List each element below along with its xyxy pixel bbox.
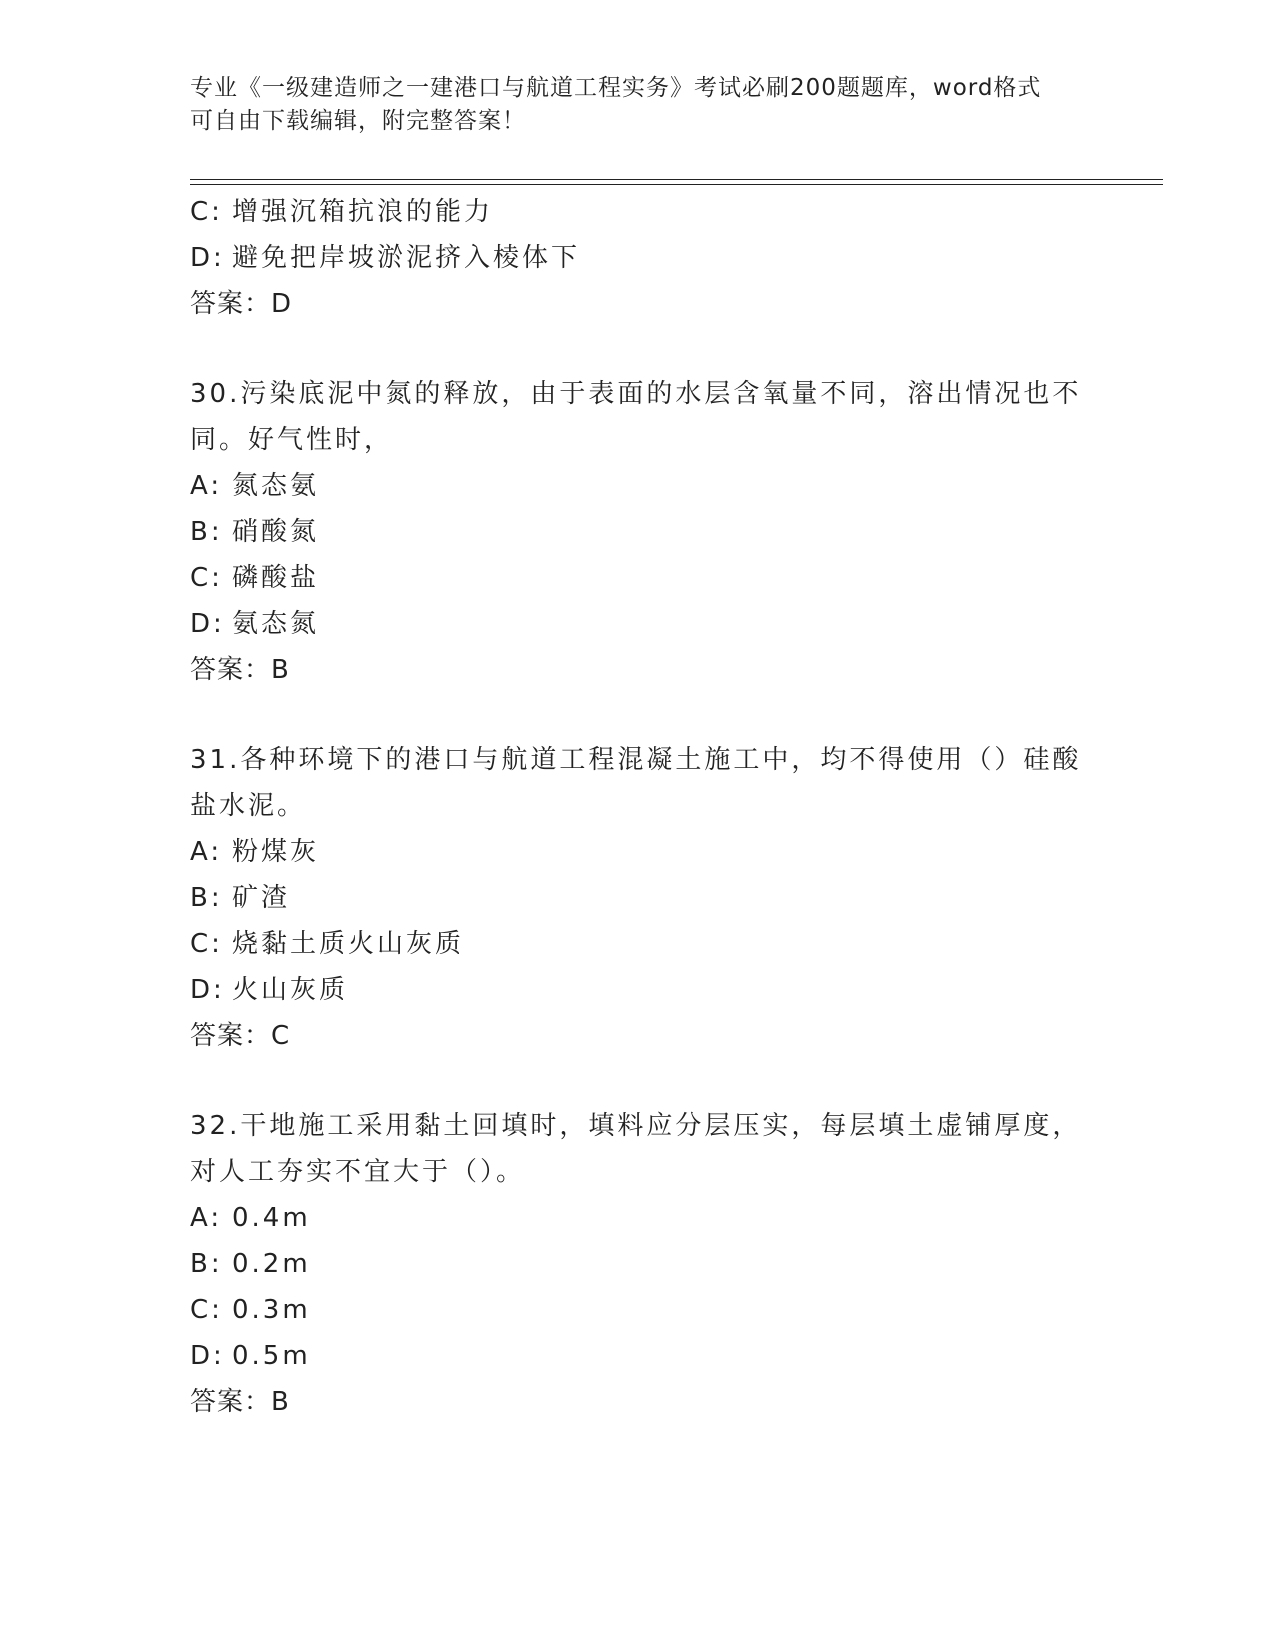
option-letter: B:	[190, 517, 223, 547]
option-b	[190, 1241, 1090, 1287]
question-31	[190, 737, 1090, 1059]
header-divider-top	[190, 179, 1163, 180]
option-c	[190, 1287, 1090, 1333]
header-line-2: 可自由下载编辑，附完整答案！	[190, 108, 526, 134]
option-text: 避免把岸坡淤泥挤入棱体下	[232, 243, 581, 273]
option-d	[190, 967, 1090, 1013]
option-letter: C:	[190, 197, 223, 227]
option-letter: B:	[190, 883, 223, 913]
question-30	[190, 371, 1090, 693]
option-d	[190, 235, 1090, 281]
header-divider-bottom	[190, 184, 1163, 185]
option-text: 火山灰质	[232, 975, 349, 1005]
option-text: 氮态氨	[232, 471, 320, 501]
option-text: 磷酸盐	[232, 563, 320, 593]
answer-value: B	[271, 655, 290, 685]
option-letter: A:	[190, 1203, 223, 1233]
option-b	[190, 875, 1090, 921]
option-text: 烧黏土质火山灰质	[232, 929, 465, 959]
document-body	[190, 189, 1090, 1425]
option-text: 0.5m	[232, 1341, 311, 1371]
option-letter: C:	[190, 929, 223, 959]
option-letter: D:	[190, 243, 225, 273]
answer-line	[190, 281, 1090, 327]
option-c	[190, 921, 1090, 967]
option-letter: B:	[190, 1249, 223, 1279]
option-text: 0.3m	[232, 1295, 311, 1325]
question-text-line-1: 31.各种环境下的港口与航道工程混凝土施工中，均不得使用（）硅酸	[190, 745, 1082, 775]
option-letter: C:	[190, 1295, 223, 1325]
option-b	[190, 509, 1090, 555]
answer-line	[190, 1379, 1090, 1425]
option-c	[190, 555, 1090, 601]
answer-line	[190, 1013, 1090, 1059]
question-text-line-1: 32.干地施工采用黏土回填时，填料应分层压实，每层填土虚铺厚度，	[190, 1111, 1082, 1141]
answer-label: 答案：	[190, 655, 272, 685]
answer-line	[190, 647, 1090, 693]
option-a	[190, 1195, 1090, 1241]
option-text: 氨态氮	[232, 609, 320, 639]
option-d	[190, 1333, 1090, 1379]
answer-value: D	[271, 289, 293, 319]
option-a	[190, 829, 1090, 875]
option-c	[190, 189, 1090, 235]
continued-question	[190, 189, 1090, 327]
answer-label: 答案：	[190, 1387, 272, 1417]
option-letter: A:	[190, 471, 223, 501]
question-text-line-2: 盐水泥。	[190, 791, 307, 821]
question-text-line-2: 同。好气性时，	[190, 425, 394, 455]
answer-value: C	[271, 1021, 291, 1051]
answer-label: 答案：	[190, 289, 272, 319]
option-text: 粉煤灰	[232, 837, 320, 867]
option-text: 增强沉箱抗浪的能力	[232, 197, 494, 227]
option-text: 矿渣	[232, 883, 291, 913]
document-header	[190, 72, 1090, 138]
answer-label: 答案：	[190, 1021, 272, 1051]
option-letter: C:	[190, 563, 223, 593]
option-a	[190, 463, 1090, 509]
option-letter: A:	[190, 837, 223, 867]
question-32	[190, 1103, 1090, 1425]
option-text: 0.4m	[232, 1203, 311, 1233]
question-text-line-2: 对人工夯实不宜大于（）。	[190, 1157, 526, 1187]
question-text-line-1: 30.污染底泥中氮的释放，由于表面的水层含氧量不同，溶出情况也不	[190, 379, 1082, 409]
answer-value: B	[271, 1387, 290, 1417]
option-d	[190, 601, 1090, 647]
header-line-1: 专业《一级建造师之一建港口与航道工程实务》考试必刷200题题库，word格式	[190, 75, 1042, 101]
option-letter: D:	[190, 1341, 225, 1371]
option-letter: D:	[190, 609, 225, 639]
option-text: 硝酸氮	[232, 517, 320, 547]
option-text: 0.2m	[232, 1249, 311, 1279]
option-letter: D:	[190, 975, 225, 1005]
